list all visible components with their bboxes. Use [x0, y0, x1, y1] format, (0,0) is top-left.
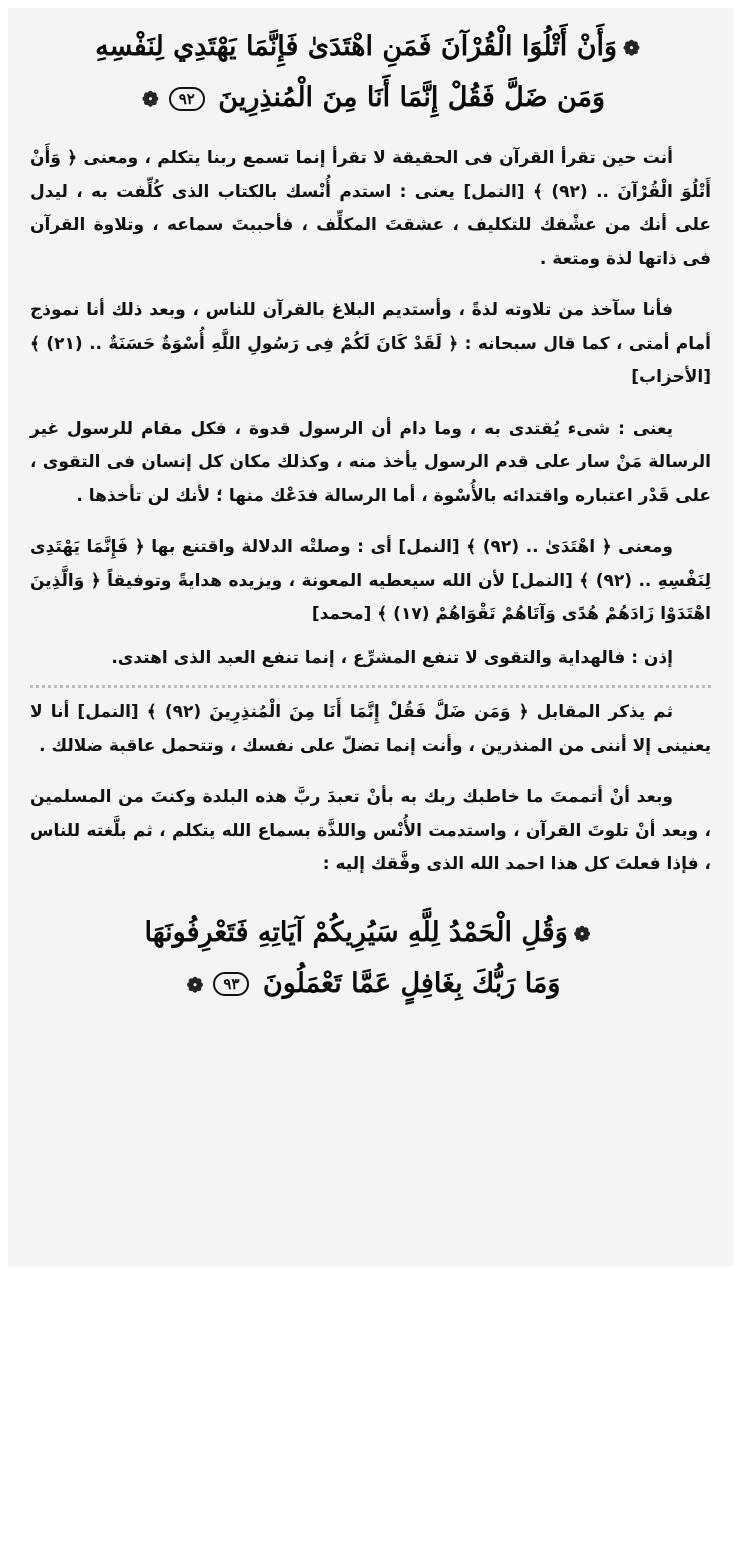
verse-text: وَمَن ضَلَّ فَقُلْ إِنَّمَا أَنَا مِنَ الْمُنذِرِينَ — [218, 82, 605, 113]
ornament-icon: ❁ — [141, 87, 159, 111]
verse-line-2 — [30, 73, 711, 124]
verse-line-1 — [30, 908, 711, 959]
paragraph-7: وبعد أنْ أتممتَ ما خاطبك ربك به بأنْ تعبدَ ربَّ هذه البلدة وكنتَ من المسلمين ، وبعد أنْ تلوتَ القرآن ، واستدمت الأُنْس واللذَّة بسماع الله يتكلم ، ثم بلَّغته للناس ، فإذا فعلتَ كل هذا احمد الله الذى وفَّقك إليه : — [30, 787, 711, 874]
verse-line-2 — [30, 959, 711, 1010]
verse-text: وَقُلِ الْحَمْدُ لِلَّهِ سَيُرِيكُمْ آيَاتِهِ فَتَعْرِفُونَهَا — [144, 916, 568, 948]
paragraph-2: فأنا سآخذ من تلاوته لذةً ، وأستديم البلاغ بالقرآن للناس ، وبعد ذلك أنا نموذج أمام أمتى ، كما قال سبحانه : ﴿ لَقَدْ كَانَ لَكُمْ فِى رَسُولِ اللَّهِ أُسْوَةٌ حَسَنَةٌ .. (٢١) ﴾ [الأحزاب] — [30, 300, 711, 387]
verse-block-bottom — [30, 908, 711, 1010]
page-divider — [30, 685, 711, 688]
verse-line-1 — [30, 22, 711, 73]
verse-text: وَمَا رَبُّكَ بِغَافِلٍ عَمَّا تَعْمَلُونَ — [262, 967, 561, 999]
ornament-icon: ❁ — [186, 972, 204, 997]
verse-block-top — [30, 22, 711, 124]
verse-text: وَأَنْ أَتْلُوَا الْقُرْآنَ فَمَنِ اهْتَدَىٰ فَإِنَّمَا يَهْتَدِي لِنَفْسِهِ — [95, 31, 618, 62]
paragraph-4: ومعنى ﴿ اهْتَدَىٰ .. (٩٢) ﴾ [النمل] أى : وصلتْه الدلالة واقتنع بها ﴿ فَإِنَّمَا يَهْتَدِى لِنَفْسِهِ .. (٩٢) ﴾ [النمل] لأن الله سيعطيه المعونة ، ويزيده هدايةً وتوفيقاً ﴿ وَالَّذِينَ اهْتَدَوْا زَادَهُمْ هُدًى وَآتَاهُمْ تَقْوَاهُمْ (١٧) ﴾ [محمد] — [30, 537, 711, 624]
paragraph-1: أنت حين تقرأ القرآن فى الحقيقة لا تقرأ إنما تسمع ربنا يتكلم ، ومعنى ﴿ وَأَنْ أَتْلُوَ الْقُرْآنَ .. (٩٢) ﴾ [النمل] يعنى : استدم أُنْسك بالكتاب الذى كُلِّفت به ، ليدل على أنك من عشْقك للتكليف ، عشقتَ المكلِّف ، فأحببتَ سماعه ، وتلاوة القرآن فى ذاتها لذة ومتعة . — [30, 148, 712, 269]
paragraph-5: إذن : فالهداية والتقوى لا تنفع المشرِّع ، إنما تنفع العبد الذى اهتدى. — [111, 647, 673, 668]
ornament-icon: ❁ — [623, 36, 640, 60]
ornament-icon: ❁ — [573, 921, 591, 946]
ayah-number: ٩٣ — [213, 972, 249, 996]
paragraph-3: يعنى : شىء يُقتدى به ، وما دام أن الرسول قدوة ، فكل مقام للرسول غير الرسالة مَنْ سار على قدم الرسول يأخذ منه ، وكذلك مكان كل إنسان فى التقوى ، على قَدْر اعتباره واقتدائه بالأُسْوة ، أما الرسالة فدَعْك منها ؛ لأنك لن تأخذها . — [30, 418, 711, 506]
book-page — [8, 8, 733, 1266]
paragraph-6: ثم يذكر المقابل ﴿ وَمَن ضَلَّ فَقُلْ إِنَّمَا أَنَا مِنَ الْمُنذِرِينَ (٩٢) ﴾ [النمل] أنا لا يعنينى إلا أننى من المنذرين ، وأنت إنما تضلّ على نفسك ، وتتحمل عاقبة ضلالك . — [30, 702, 711, 756]
ayah-number: ٩٢ — [169, 87, 205, 111]
